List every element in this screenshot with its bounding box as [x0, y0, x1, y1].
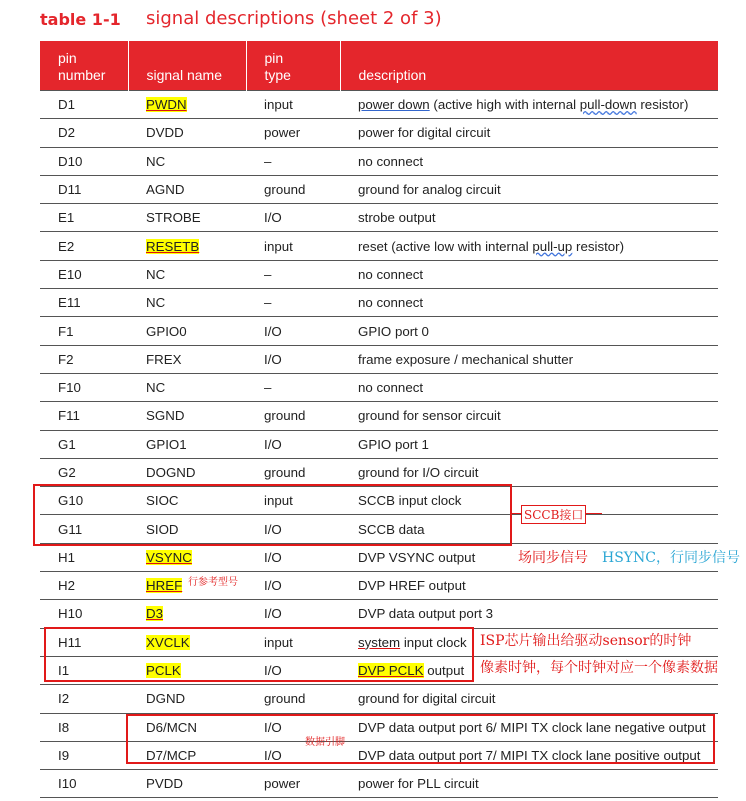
- signal-name-cell: [128, 317, 246, 345]
- description-cell: no connect: [340, 147, 718, 175]
- signal-name-cell: [128, 600, 246, 628]
- pin-type-cell: input: [246, 487, 340, 515]
- description-cell: ground for sensor circuit: [340, 402, 718, 430]
- signal-name: DGND: [146, 691, 186, 707]
- pin-type-cell: ground: [246, 685, 340, 713]
- signal-name: FREX: [146, 351, 182, 367]
- signal-name-cell: [128, 345, 246, 373]
- signal-name: NC: [146, 295, 166, 311]
- description-cell: no connect: [340, 289, 718, 317]
- pin-number-cell: D11: [40, 175, 128, 203]
- desc-part: DVP PCLK: [358, 663, 424, 679]
- signal-name: RESETB: [146, 238, 200, 254]
- pin-number-cell: H2: [40, 572, 128, 600]
- table-row: [40, 572, 718, 600]
- header-pin-type: [246, 41, 340, 91]
- signal-name-cell: [128, 543, 246, 571]
- pin-number-cell: D2: [40, 119, 128, 147]
- description-cell: ground for analog circuit: [340, 175, 718, 203]
- table-row: [40, 770, 718, 798]
- pin-number-cell: F1: [40, 317, 128, 345]
- signal-name: SIOD: [146, 521, 179, 537]
- table-row: [40, 515, 718, 543]
- table-row: [40, 289, 718, 317]
- description-cell: SCCB data: [340, 515, 718, 543]
- desc-part: power down: [358, 97, 430, 113]
- signal-name: PWDN: [146, 97, 187, 113]
- header-description: [340, 41, 718, 91]
- table-row: [40, 741, 718, 769]
- pin-number-cell: I1: [40, 656, 128, 684]
- description-cell: ground for digital circuit: [340, 685, 718, 713]
- pin-type-cell: I/O: [246, 572, 340, 600]
- pin-number-cell: G2: [40, 458, 128, 486]
- table-row: [40, 119, 718, 147]
- pin-type-cell: input: [246, 628, 340, 656]
- table-row: [40, 345, 718, 373]
- pin-number-cell: H1: [40, 543, 128, 571]
- description-cell: ground for I/O circuit: [340, 458, 718, 486]
- pin-type-cell: ground: [246, 458, 340, 486]
- description-cell: [340, 91, 718, 119]
- description-cell: [340, 232, 718, 260]
- pin-type-cell: I/O: [246, 430, 340, 458]
- signal-name-cell: [128, 91, 246, 119]
- signal-name-cell: [128, 487, 246, 515]
- description-cell: GPIO port 0: [340, 317, 718, 345]
- desc-part: output: [423, 663, 465, 679]
- table-row: [40, 487, 718, 515]
- pin-type-cell: I/O: [246, 741, 340, 769]
- signal-name: XVCLK: [146, 634, 190, 650]
- signal-name: SGND: [146, 408, 185, 424]
- table-row: [40, 147, 718, 175]
- signal-name: PVDD: [146, 776, 183, 792]
- description-cell: DVP data output port 6/ MIPI TX clock lane negative output: [340, 713, 718, 741]
- pin-number-cell: I9: [40, 741, 128, 769]
- pin-number-cell: H11: [40, 628, 128, 656]
- pin-number-cell: G11: [40, 515, 128, 543]
- desc-part: resistor): [636, 97, 689, 113]
- signal-name-cell: [128, 713, 246, 741]
- pin-type-cell: I/O: [246, 713, 340, 741]
- pin-number-cell: I2: [40, 685, 128, 713]
- description-cell: power for PLL circuit: [340, 770, 718, 798]
- desc-part: (active high with internal: [429, 97, 580, 113]
- description-cell: strobe output: [340, 204, 718, 232]
- href-annotation: 行参考型号: [188, 577, 238, 588]
- pin-type-cell: ground: [246, 402, 340, 430]
- table-row: [40, 232, 718, 260]
- description-cell: no connect: [340, 260, 718, 288]
- pin-type-cell: I/O: [246, 204, 340, 232]
- signal-name: D3: [146, 606, 163, 622]
- signal-name: GPIO0: [146, 323, 187, 339]
- signal-name: NC: [146, 266, 166, 282]
- signal-name: SIOC: [146, 493, 179, 509]
- table-row: [40, 204, 718, 232]
- table-number: table 1-1: [40, 10, 121, 29]
- pin-type-cell: ground: [246, 175, 340, 203]
- pin-type-cell: –: [246, 373, 340, 401]
- vsync-annotation: 场同步信号: [518, 550, 588, 566]
- table-row: [40, 373, 718, 401]
- data-pins-annotation: 数据引脚: [305, 737, 345, 748]
- description-cell: DVP VSYNC output: [340, 543, 718, 571]
- description-cell: SCCB input clock: [340, 487, 718, 515]
- header-label: pin type: [264, 50, 291, 83]
- description-cell: power for digital circuit: [340, 119, 718, 147]
- table-row: [40, 430, 718, 458]
- desc-part: resistor): [572, 238, 625, 254]
- hsync-annotation: HSYNC，行同步信号: [602, 550, 741, 566]
- signal-name: VSYNC: [146, 549, 192, 565]
- header-signal-name: [128, 41, 246, 91]
- table-row: [40, 713, 718, 741]
- pin-number-cell: I8: [40, 713, 128, 741]
- signal-name-cell: [128, 402, 246, 430]
- description-cell: no connect: [340, 373, 718, 401]
- table-row: [40, 600, 718, 628]
- pin-number-cell: E10: [40, 260, 128, 288]
- table-title: signal descriptions (sheet 2 of 3): [146, 8, 442, 29]
- header-label: description: [358, 67, 427, 83]
- pin-type-cell: input: [246, 91, 340, 119]
- signal-name-cell: [128, 232, 246, 260]
- pin-number-cell: F10: [40, 373, 128, 401]
- table-row: [40, 91, 718, 119]
- table-body: [40, 91, 718, 798]
- table-header-row: [40, 41, 718, 91]
- pin-type-cell: I/O: [246, 345, 340, 373]
- table-row: [40, 317, 718, 345]
- pin-type-cell: I/O: [246, 515, 340, 543]
- header-label: signal name: [146, 67, 222, 83]
- signal-name: AGND: [146, 182, 185, 198]
- desc-part: pull-down: [579, 97, 637, 113]
- signal-name-cell: [128, 373, 246, 401]
- description-cell: DVP HREF output: [340, 572, 718, 600]
- pin-type-cell: I/O: [246, 317, 340, 345]
- signal-name: HREF: [146, 578, 183, 594]
- table-row: [40, 458, 718, 486]
- header-label: pin number: [58, 50, 106, 83]
- pin-number-cell: G10: [40, 487, 128, 515]
- pin-type-cell: input: [246, 232, 340, 260]
- signal-name-cell: [128, 741, 246, 769]
- pin-type-cell: power: [246, 119, 340, 147]
- signal-name: D7/MCP: [146, 747, 197, 763]
- description-cell: DVP data output port 3: [340, 600, 718, 628]
- pin-type-cell: –: [246, 147, 340, 175]
- header-pin-number: [40, 41, 128, 91]
- pin-number-cell: D10: [40, 147, 128, 175]
- description-cell: frame exposure / mechanical shutter: [340, 345, 718, 373]
- signal-name-cell: [128, 260, 246, 288]
- signal-name: NC: [146, 153, 166, 169]
- signal-name-cell: [128, 119, 246, 147]
- desc-part: pull-up: [532, 238, 573, 254]
- signal-name: NC: [146, 380, 166, 396]
- pin-type-cell: –: [246, 260, 340, 288]
- signal-name-cell: [128, 656, 246, 684]
- description-cell: GPIO port 1: [340, 430, 718, 458]
- pin-type-cell: I/O: [246, 656, 340, 684]
- table-row: [40, 260, 718, 288]
- signal-table: [40, 41, 718, 798]
- signal-name: D6/MCN: [146, 719, 197, 735]
- signal-name-cell: [128, 458, 246, 486]
- table-row: [40, 402, 718, 430]
- pin-number-cell: F2: [40, 345, 128, 373]
- signal-name-cell: [128, 175, 246, 203]
- desc-part: input clock: [400, 634, 467, 650]
- pin-type-cell: I/O: [246, 543, 340, 571]
- pin-number-cell: I10: [40, 770, 128, 798]
- signal-name: DVDD: [146, 125, 184, 141]
- pin-number-cell: H10: [40, 600, 128, 628]
- pin-number-cell: E11: [40, 289, 128, 317]
- signal-name-cell: [128, 628, 246, 656]
- signal-name: PCLK: [146, 663, 181, 679]
- signal-name-cell: [128, 770, 246, 798]
- pin-number-cell: G1: [40, 430, 128, 458]
- pin-number-cell: E1: [40, 204, 128, 232]
- pin-number-cell: E2: [40, 232, 128, 260]
- pin-number-cell: D1: [40, 91, 128, 119]
- pin-type-cell: power: [246, 770, 340, 798]
- desc-part: system: [358, 634, 401, 650]
- signal-name-cell: [128, 515, 246, 543]
- signal-name: GPIO1: [146, 436, 187, 452]
- signal-name-cell: [128, 685, 246, 713]
- pin-type-cell: –: [246, 289, 340, 317]
- pin-number-cell: F11: [40, 402, 128, 430]
- desc-part: reset (active low with internal: [358, 238, 533, 254]
- signal-name-cell: [128, 289, 246, 317]
- signal-name-cell: [128, 430, 246, 458]
- description-cell: DVP data output port 7/ MIPI TX clock lane positive output: [340, 741, 718, 769]
- pin-type-cell: I/O: [246, 600, 340, 628]
- table-row: [40, 685, 718, 713]
- pclk-annotation: 像素时钟，每个时钟对应一个像素数据: [480, 660, 718, 676]
- signal-name: STROBE: [146, 210, 201, 226]
- xvclk-annotation: ISP芯片输出给驱动sensor的时钟: [480, 633, 692, 649]
- table-row: [40, 175, 718, 203]
- signal-name-cell: [128, 204, 246, 232]
- signal-name-cell: [128, 147, 246, 175]
- signal-name: DOGND: [146, 465, 196, 480]
- sccb-annotation: SCCB接口: [521, 505, 586, 524]
